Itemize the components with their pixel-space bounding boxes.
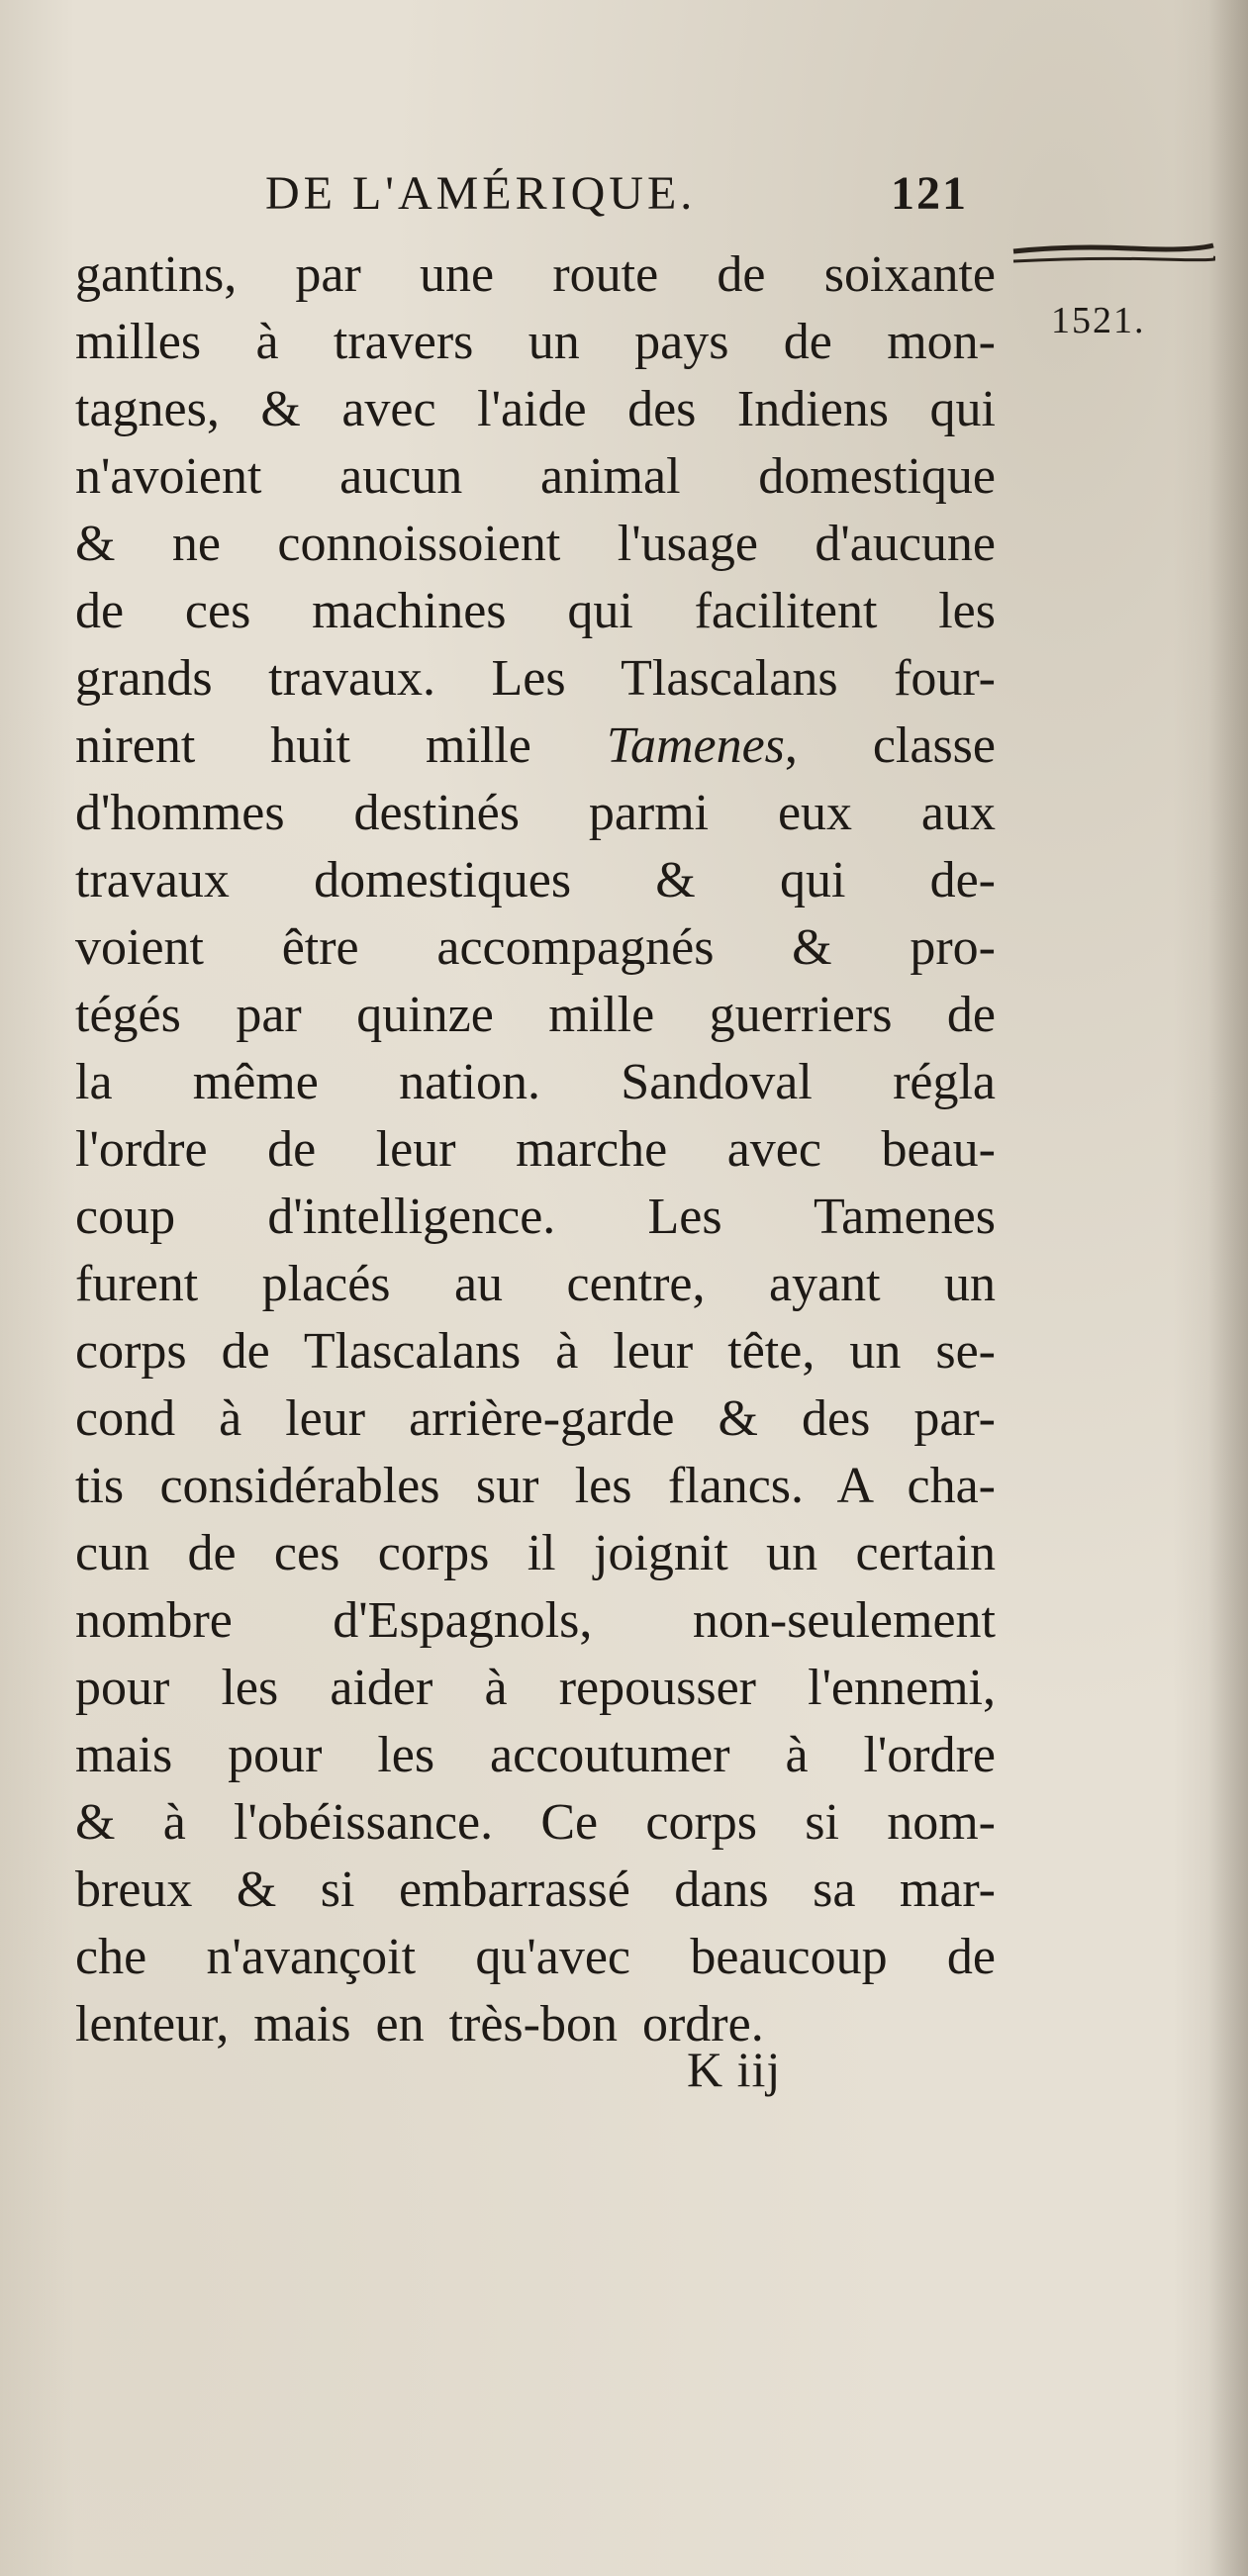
text-line: la même nation. Sandoval régla	[75, 1054, 996, 1110]
text-line: cond à leur arrière-garde & des par-	[75, 1390, 996, 1447]
text-line-with-italic	[75, 713, 996, 780]
text-line: grands travaux. Les Tlascalans four-	[75, 650, 996, 707]
text-line: tis considérables sur les flancs. A cha-	[75, 1458, 996, 1514]
text-line: pour les aider à repousser l'ennemi,	[75, 1660, 996, 1716]
text-line: tégés par quinze mille guerriers de	[75, 987, 996, 1043]
text-line: gantins, par une route de soixante	[75, 246, 996, 303]
text-line: cun de ces corps il joignit un certain	[75, 1525, 996, 1581]
page-edge-shadow	[1208, 0, 1248, 2576]
running-head	[265, 166, 1017, 236]
body-text	[75, 241, 996, 2058]
text-line: de ces machines qui facilitent les	[75, 583, 996, 639]
margin-year-note: 1521.	[1051, 300, 1146, 341]
text-line: mais pour les accoutumer à l'ordre	[75, 1727, 996, 1783]
page-number: 121	[891, 167, 968, 220]
text-line: l'ordre de leur marche avec beau-	[75, 1121, 996, 1178]
ornamental-rule	[1011, 239, 1215, 273]
running-title: DE L'AMÉRIQUE.	[265, 167, 697, 220]
text-line: che n'avançoit qu'avec beaucoup de	[75, 1929, 996, 1985]
signature-mark: K iij	[687, 2042, 782, 2097]
italic-term: Tamenes	[606, 717, 785, 774]
text-line: d'hommes destinés parmi eux aux	[75, 785, 996, 841]
text-line: corps de Tlascalans à leur tête, un se-	[75, 1323, 996, 1380]
text-line: breux & si embarrassé dans sa mar-	[75, 1861, 996, 1918]
text-line: n'avoient aucun animal domestique	[75, 448, 996, 505]
text-segment: nirent huit mille	[75, 717, 531, 774]
text-line: voient être accompagnés & pro-	[75, 919, 996, 976]
text-line: milles à travers un pays de mon-	[75, 314, 996, 370]
text-line: & à l'obéissance. Ce corps si nom-	[75, 1794, 996, 1851]
text-line: travaux domestiques & qui de-	[75, 852, 996, 908]
text-line: coup d'intelligence. Les Tamenes	[75, 1189, 996, 1245]
text-line: & ne connoissoient l'usage d'aucune	[75, 516, 996, 572]
text-line: tagnes, & avec l'aide des Indiens qui	[75, 381, 996, 437]
text-line: lenteur, mais en très-bon ordre.	[75, 1996, 764, 2052]
text-segment: , classe	[784, 717, 996, 774]
text-line: furent placés au centre, ayant un	[75, 1256, 996, 1312]
text-line: nombre d'Espagnols, non-seulement	[75, 1592, 996, 1649]
